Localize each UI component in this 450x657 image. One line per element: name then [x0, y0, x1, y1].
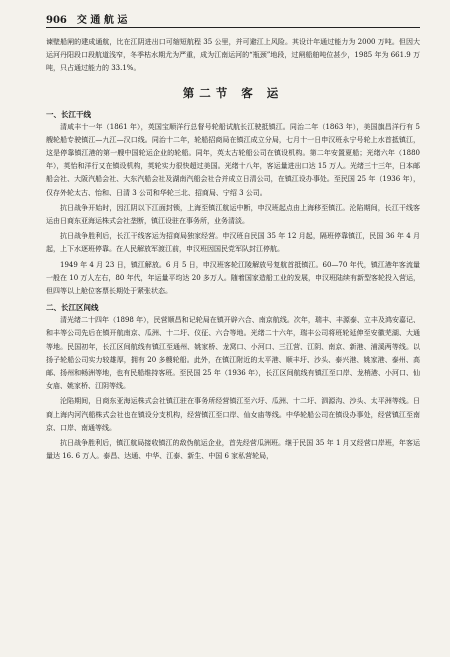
paragraph: 清光绪二十四年（1898 年），民营顺昌和记轮局在镇开辟六合、南京航线。次年，瑞丰、丰源泰、立丰及鸿安嘉记、和丰等公司先后在镇开航南京、瓜洲、十二圩、仪征、六合等地。光绪二十六年，瑞丰公司将班轮延伸至安徽芜湖、大通等地。民国初年，长江区间航线有镇江至通州、姚家桥、龙窝口、小河口、三江营、江阴、南京、新港、浦溪两等线。以扬子轮船公司实力较雄厚，拥有 20 多艘轮船。此外，在镇江附近的太平港、顺丰圩、沙头、泰兴港、姚家港、泰州、高邮、扬州和畅洲等地，也有民船维持客班。至民国 25 年（1936 年），长江区间航线有镇江至口岸、龙梢港、小河口、仙女庙、姚家桥、江阴等线。 [46, 316, 420, 391]
paragraph: 抗日战争开始时，因江阴以下江面封锁，上海至镇江航运中断，申汉班起点由上海移至镇江。沦陷期间，长江干线客运由日商东亚海运株式会社垄断，镇江设驻在事务所，业务清淡。 [46, 203, 420, 226]
page-body [46, 36, 420, 465]
paragraph: 清咸丰十一年（1861 年），英国宝顺洋行总督号轮船试航长江驶抵镇江。同治二年（1863 年），美国旗昌洋行有 5 艘轮船专驶镇江—九江—汉口线。同治十二年，轮船招商局在镇江成立分局，七月十一日申汉班永宁号轮上水首抵镇江，这是停靠镇江港的第一艘中国轮运企业的轮船。同年，英太古轮船公司在镇设机构。第二年安置夏船；光绪六年（1880 年），英怡和洋行又在镇设机构，英轮实力很快超过美国。光绪十八年，客运量进出口达 15 万人。光绪三十三年，日本邮船会社、大阪汽船会社、大东汽船会社及湖南汽船会社合并成立日清公司，在镇江设办事处。至民国 25 年（1936 年），仅存外轮太古、怡和、日清 3 公司和华轮三北、招商局、宁绍 3 公司。 [46, 122, 420, 197]
header-divider [46, 27, 420, 28]
subsection-heading: 二、长江区间线 [46, 303, 99, 313]
paragraph: 抗日战争胜利后，长江干线客运为招商局独家经营。申汉班自民国 35 年 12 月起，隔班停靠镇江，民国 36 年 4 月起，上下水逐班停靠。在人民解放军渡江前，申汉班因国民党军队封江停航。 [46, 232, 420, 254]
running-header [46, 6, 420, 26]
page-number: 906 [46, 15, 67, 26]
intro-paragraph: 谏壁船闸的建成通航，比在江阴进出口可缩短航程 35 公里，并可避江上风险。其设计年通过能力为 2000 万吨。但因大运河丹阳段口段航道浅窄，冬季枯水期尤为严重，成为江南运河的“瓶颈”地段，过闸船舶吨位甚少，1985 年为 661.9 万吨，只占通过能力的 33.1%。 [46, 38, 420, 73]
subsection-heading: 一、长江干线 [46, 109, 91, 119]
paragraph: 抗日战争胜利后，镇江航局接收镇江的敌伪航运企业，首先经营瓜洲班。继于民国 35 年 1 月又经营口岸班，年客运量达 16. 6 万人。泰昌、达通、中华、江泰、新生、中国 6 家私营轮局， [46, 439, 420, 461]
paragraph: 沦陷期间，日商东亚海运株式会社镇江驻在事务所经营镇江至六圩、瓜洲、十二圩、泗源沟、沙头、太平洲等线。日商上海内河汽船株式会社也在镇设分支机构，经营镇江至口岸、仙女庙等线。中华轮船公司在镇设办事处，经营镇江至南京、口岸、南通等线。 [46, 397, 420, 432]
paragraph: 1949 年 4 月 23 日，镇江解放。6 月 5 日，申汉班客轮江陵解放号复航首抵镇江。60—70 年代，镇江港年客流量一般在 10 万人左右，80 年代，年运量平均达 20 多万人。随着国家造船工业的发展，申汉班陆续有新型客轮投入营运，但四等以上舱位客票长期处于紧张状态。 [46, 260, 420, 296]
section-title: 第二节 客 运 [182, 85, 284, 100]
book-title: 交 通 航 运 [76, 15, 128, 26]
